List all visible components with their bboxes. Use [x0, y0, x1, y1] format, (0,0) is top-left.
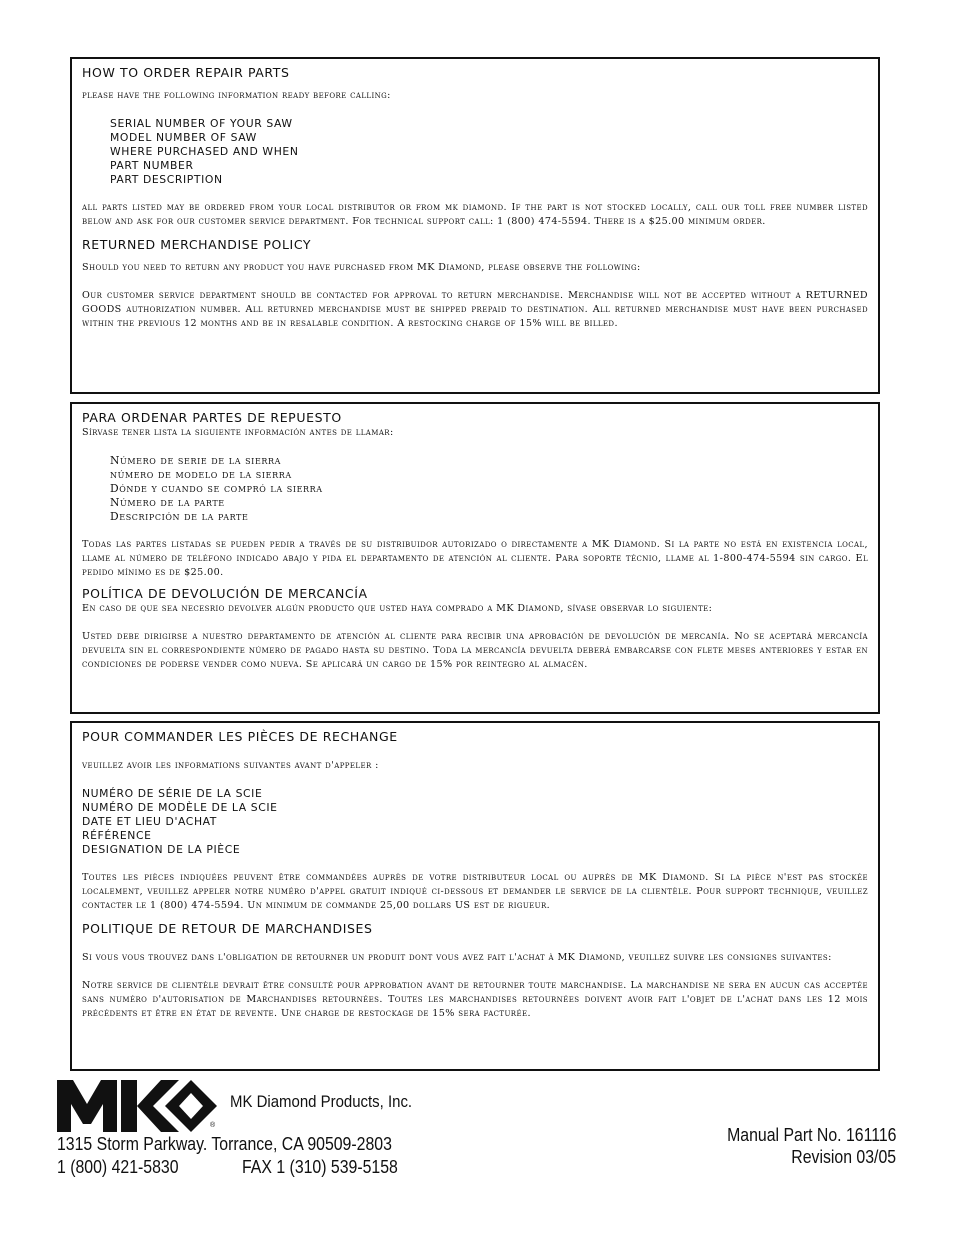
- english-policy-title: RETURNED MERCHANDISE POLICY: [82, 237, 312, 252]
- list-item: MODEL NUMBER OF SAW: [110, 131, 257, 144]
- list-item: PART NUMBER: [110, 159, 194, 172]
- list-item: WHERE PURCHASED AND WHEN: [110, 145, 299, 158]
- company-address: 1315 Storm Parkway. Torrance, CA 90509-2803: [57, 1134, 392, 1154]
- list-item: NUMÉRO DE MODÈLE DE LA SCIE: [82, 801, 278, 814]
- revision: Revision 03/05: [791, 1147, 896, 1167]
- english-policy-paragraph-1: Should you need to return any product you have purchased from MK Diamond, please observe the following:: [82, 262, 641, 273]
- english-section: [70, 57, 880, 394]
- spanish-policy-paragraph-2: Usted debe dirigirse a nuestro departamento de atención al cliente para recibir una aprobación de devolución de mercanía. No se aceptará mercancía devuelta sin el correspondiente número de pagado hasta su destino. Toda la mercancía devuelta deberá embarcarse con flete meses anteriores y estar en condiciones de poderse vender como nueva. Se aplicará un cargo de 15% por reintegro al almacén.: [82, 631, 868, 670]
- english-title: HOW TO ORDER REPAIR PARTS: [82, 65, 290, 80]
- list-item: Número de la parte: [110, 496, 225, 509]
- english-order-paragraph: all parts listed may be ordered from your local distributor or from mk diamond. If the part is not stocked locally, call our toll free number listed below and ask for our customer service department. For technical support call: 1 (800) 474-5594. There is a $25.00 minimum order.: [82, 202, 868, 227]
- registered-mark: ®: [210, 1122, 216, 1129]
- list-item: Número de serie de la sierra: [110, 454, 282, 467]
- mk-logo: [55, 1078, 219, 1134]
- spanish-title: PARA ORDENAR PARTES DE REPUESTO: [82, 410, 342, 425]
- spanish-section: [70, 402, 880, 714]
- french-section: [70, 721, 880, 1071]
- french-policy-paragraph-2: Notre service de clientèle devrait être consulté pour approbation avant de retourner toute marchandise. La marchandise ne sera en aucun cas acceptée sans numéro d'autorisation de Marchandises retournées. Toutes les marchandises retournées doivent avoir fait l'objet de l'achat dans les 12 mois précédents et être en état de revente. Une charge de restockage de 15% sera facturée.: [82, 980, 868, 1019]
- french-intro: veuillez avoir les informations suivantes avant d'appeler :: [82, 760, 379, 771]
- spanish-policy-paragraph-1: En caso de que sea necesrio devolver algún producto que usted haya comprado a MK Diamond, sívase observar lo siguiente:: [82, 603, 713, 614]
- french-policy-paragraph-1: Si vous vous trouvez dans l'obligation de retourner un produit dont vous avez fait l'achat à MK Diamond, veuillez suivre les consignes suivantes:: [82, 952, 832, 963]
- list-item: número de modelo de la sierra: [110, 468, 292, 481]
- list-item: DATE ET LIEU D'ACHAT: [82, 815, 218, 828]
- english-info-list: [82, 117, 868, 187]
- company-fax: FAX 1 (310) 539-5158: [242, 1157, 398, 1177]
- list-item: DESIGNATION DE LA PIÈCE: [82, 843, 241, 856]
- spanish-order-paragraph: Todas las partes listadas se pueden pedir a través de su distribuidor autorizado o directamente a MK Diamond. Si la parte no está en existencia local, llame al número de teléfono indicado abajo y pida el departamento de atención al cliente. Para soporte técnio, llame al 1-800-474-5594 sin cargo. El pedido mínimo es de $25.00.: [82, 539, 868, 578]
- english-policy-paragraph-2: Our customer service department should be contacted for approval to return merchandise. Merchandise will not be accepted without a RETURNED GOODS authorization number. All returned merchandise must be shipped prepaid to destination. All returned merchandise must have been purchased within the previous 12 months and be in resalable condition. A restocking charge of 15% will be billed.: [82, 290, 868, 329]
- list-item: PART DESCRIPTION: [110, 173, 223, 186]
- company-phone: 1 (800) 421-5830: [57, 1157, 179, 1177]
- english-intro: please have the following information ready before calling:: [82, 90, 391, 101]
- french-order-paragraph: Toutes les pièces indiquées peuvent être commandées auprès de votre distributeur local ou auprès de MK Diamond. Si la pièce n'est pas stockée localement, veuillez appeler notre numéro d'appel gratuit indiqué ci-dessous et demander le service de la clientèle. Pour support technique, veuillez contacter le 1 (800) 474-5594. Un minimum de commande 25,00 dollars US est de rigueur.: [82, 872, 868, 911]
- french-info-list: [82, 787, 868, 857]
- company-name: MK Diamond Products, Inc.: [230, 1092, 413, 1111]
- list-item: Descripción de la parte: [110, 510, 249, 523]
- list-item: SERIAL NUMBER OF YOUR SAW: [110, 117, 293, 130]
- list-item: RÉFÉRENCE: [82, 829, 152, 842]
- list-item: NUMÉRO DE SÉRIE DE LA SCIE: [82, 787, 263, 800]
- list-item: Dónde y cuando se compró la sierra: [110, 482, 323, 495]
- manual-part-number: Manual Part No. 161116: [726, 1125, 896, 1145]
- spanish-info-list: [82, 454, 868, 524]
- spanish-policy-title: POLÍTICA DE DEVOLUCIÓN DE MERCANCÍA: [82, 586, 368, 601]
- spanish-intro: Sírvase tener lista la siguiente información antes de llamar:: [82, 427, 394, 438]
- french-title: POUR COMMANDER LES PIÈCES DE RECHANGE: [82, 729, 398, 744]
- french-policy-title: POLITIQUE DE RETOUR DE MARCHANDISES: [82, 921, 373, 936]
